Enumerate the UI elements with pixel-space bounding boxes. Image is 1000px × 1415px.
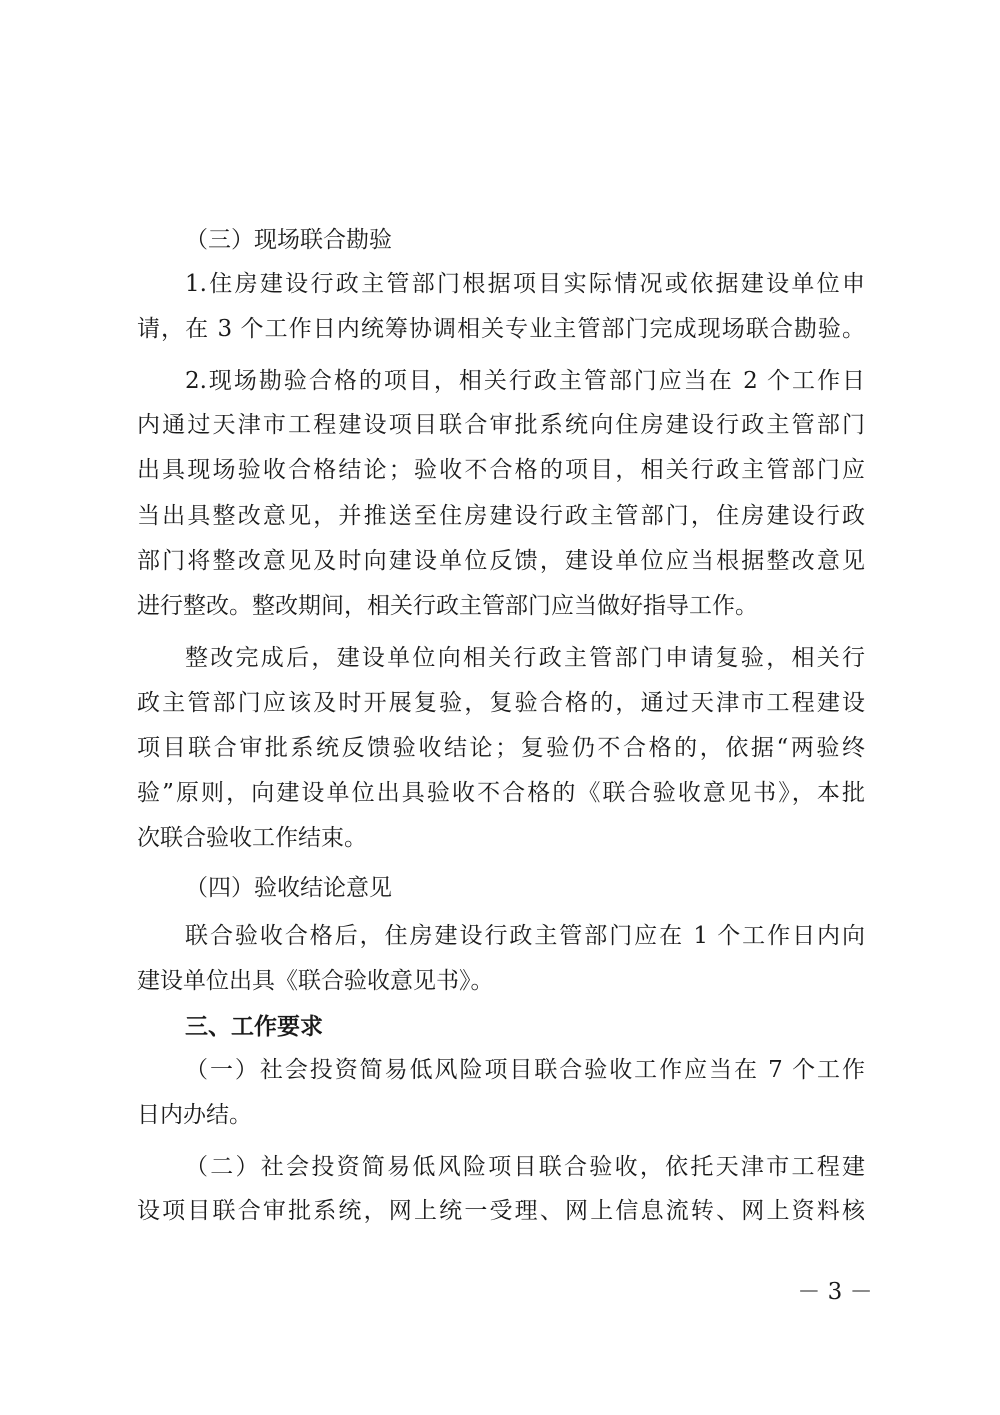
- paragraph-line: 政主管部门应该及时开展复验，复验合格的，通过天津市工程建设: [137, 690, 865, 716]
- paragraph-line: 1.住房建设行政主管部门根据项目实际情况或依据建设单位申: [185, 271, 865, 297]
- paragraph-line: 日内办结。: [137, 1102, 252, 1128]
- paragraph-line: 部门将整改意见及时向建设单位反馈，建设单位应当根据整改意见: [137, 548, 865, 574]
- paragraph-line: 项目联合审批系统反馈验收结论；复验仍不合格的，依据“两验终: [137, 735, 865, 761]
- paragraph-line: （二）社会投资简易低风险项目联合验收，依托天津市工程建: [185, 1154, 865, 1180]
- subheading-on-site-inspection: （三）现场联合勘验: [185, 227, 392, 253]
- paragraph-line: 联合验收合格后，住房建设行政主管部门应在 1 个工作日内向: [185, 923, 865, 949]
- paragraph-line: 请，在 3 个工作日内统筹协调相关专业主管部门完成现场联合勘验。: [137, 316, 865, 342]
- paragraph-line: 次联合验收工作结束。: [137, 825, 367, 851]
- paragraph-line: 验”原则，向建设单位出具验收不合格的《联合验收意见书》，本批: [137, 780, 865, 806]
- paragraph-line: 设项目联合审批系统，网上统一受理、网上信息流转、网上资料核: [137, 1198, 865, 1224]
- paragraph-line: 内通过天津市工程建设项目联合审批系统向住房建设行政主管部门: [137, 412, 865, 438]
- subheading-acceptance-conclusion: （四）验收结论意见: [185, 875, 392, 901]
- paragraph-line: 建设单位出具《联合验收意见书》。: [137, 968, 494, 994]
- page-number: － 3 －: [797, 1279, 873, 1305]
- section-heading-work-requirements: 三、工作要求: [185, 1013, 323, 1040]
- paragraph-line: 整改完成后，建设单位向相关行政主管部门申请复验，相关行: [185, 645, 865, 671]
- paragraph-line: （一）社会投资简易低风险项目联合验收工作应当在 7 个工作: [185, 1057, 865, 1083]
- paragraph-line: 当出具整改意见，并推送至住房建设行政主管部门，住房建设行政: [137, 503, 865, 529]
- paragraph-line: 出具现场验收合格结论；验收不合格的项目，相关行政主管部门应: [137, 457, 865, 483]
- paragraph-line: 2.现场勘验合格的项目，相关行政主管部门应当在 2 个工作日: [185, 368, 865, 394]
- paragraph-line: 进行整改。整改期间，相关行政主管部门应当做好指导工作。: [137, 593, 758, 619]
